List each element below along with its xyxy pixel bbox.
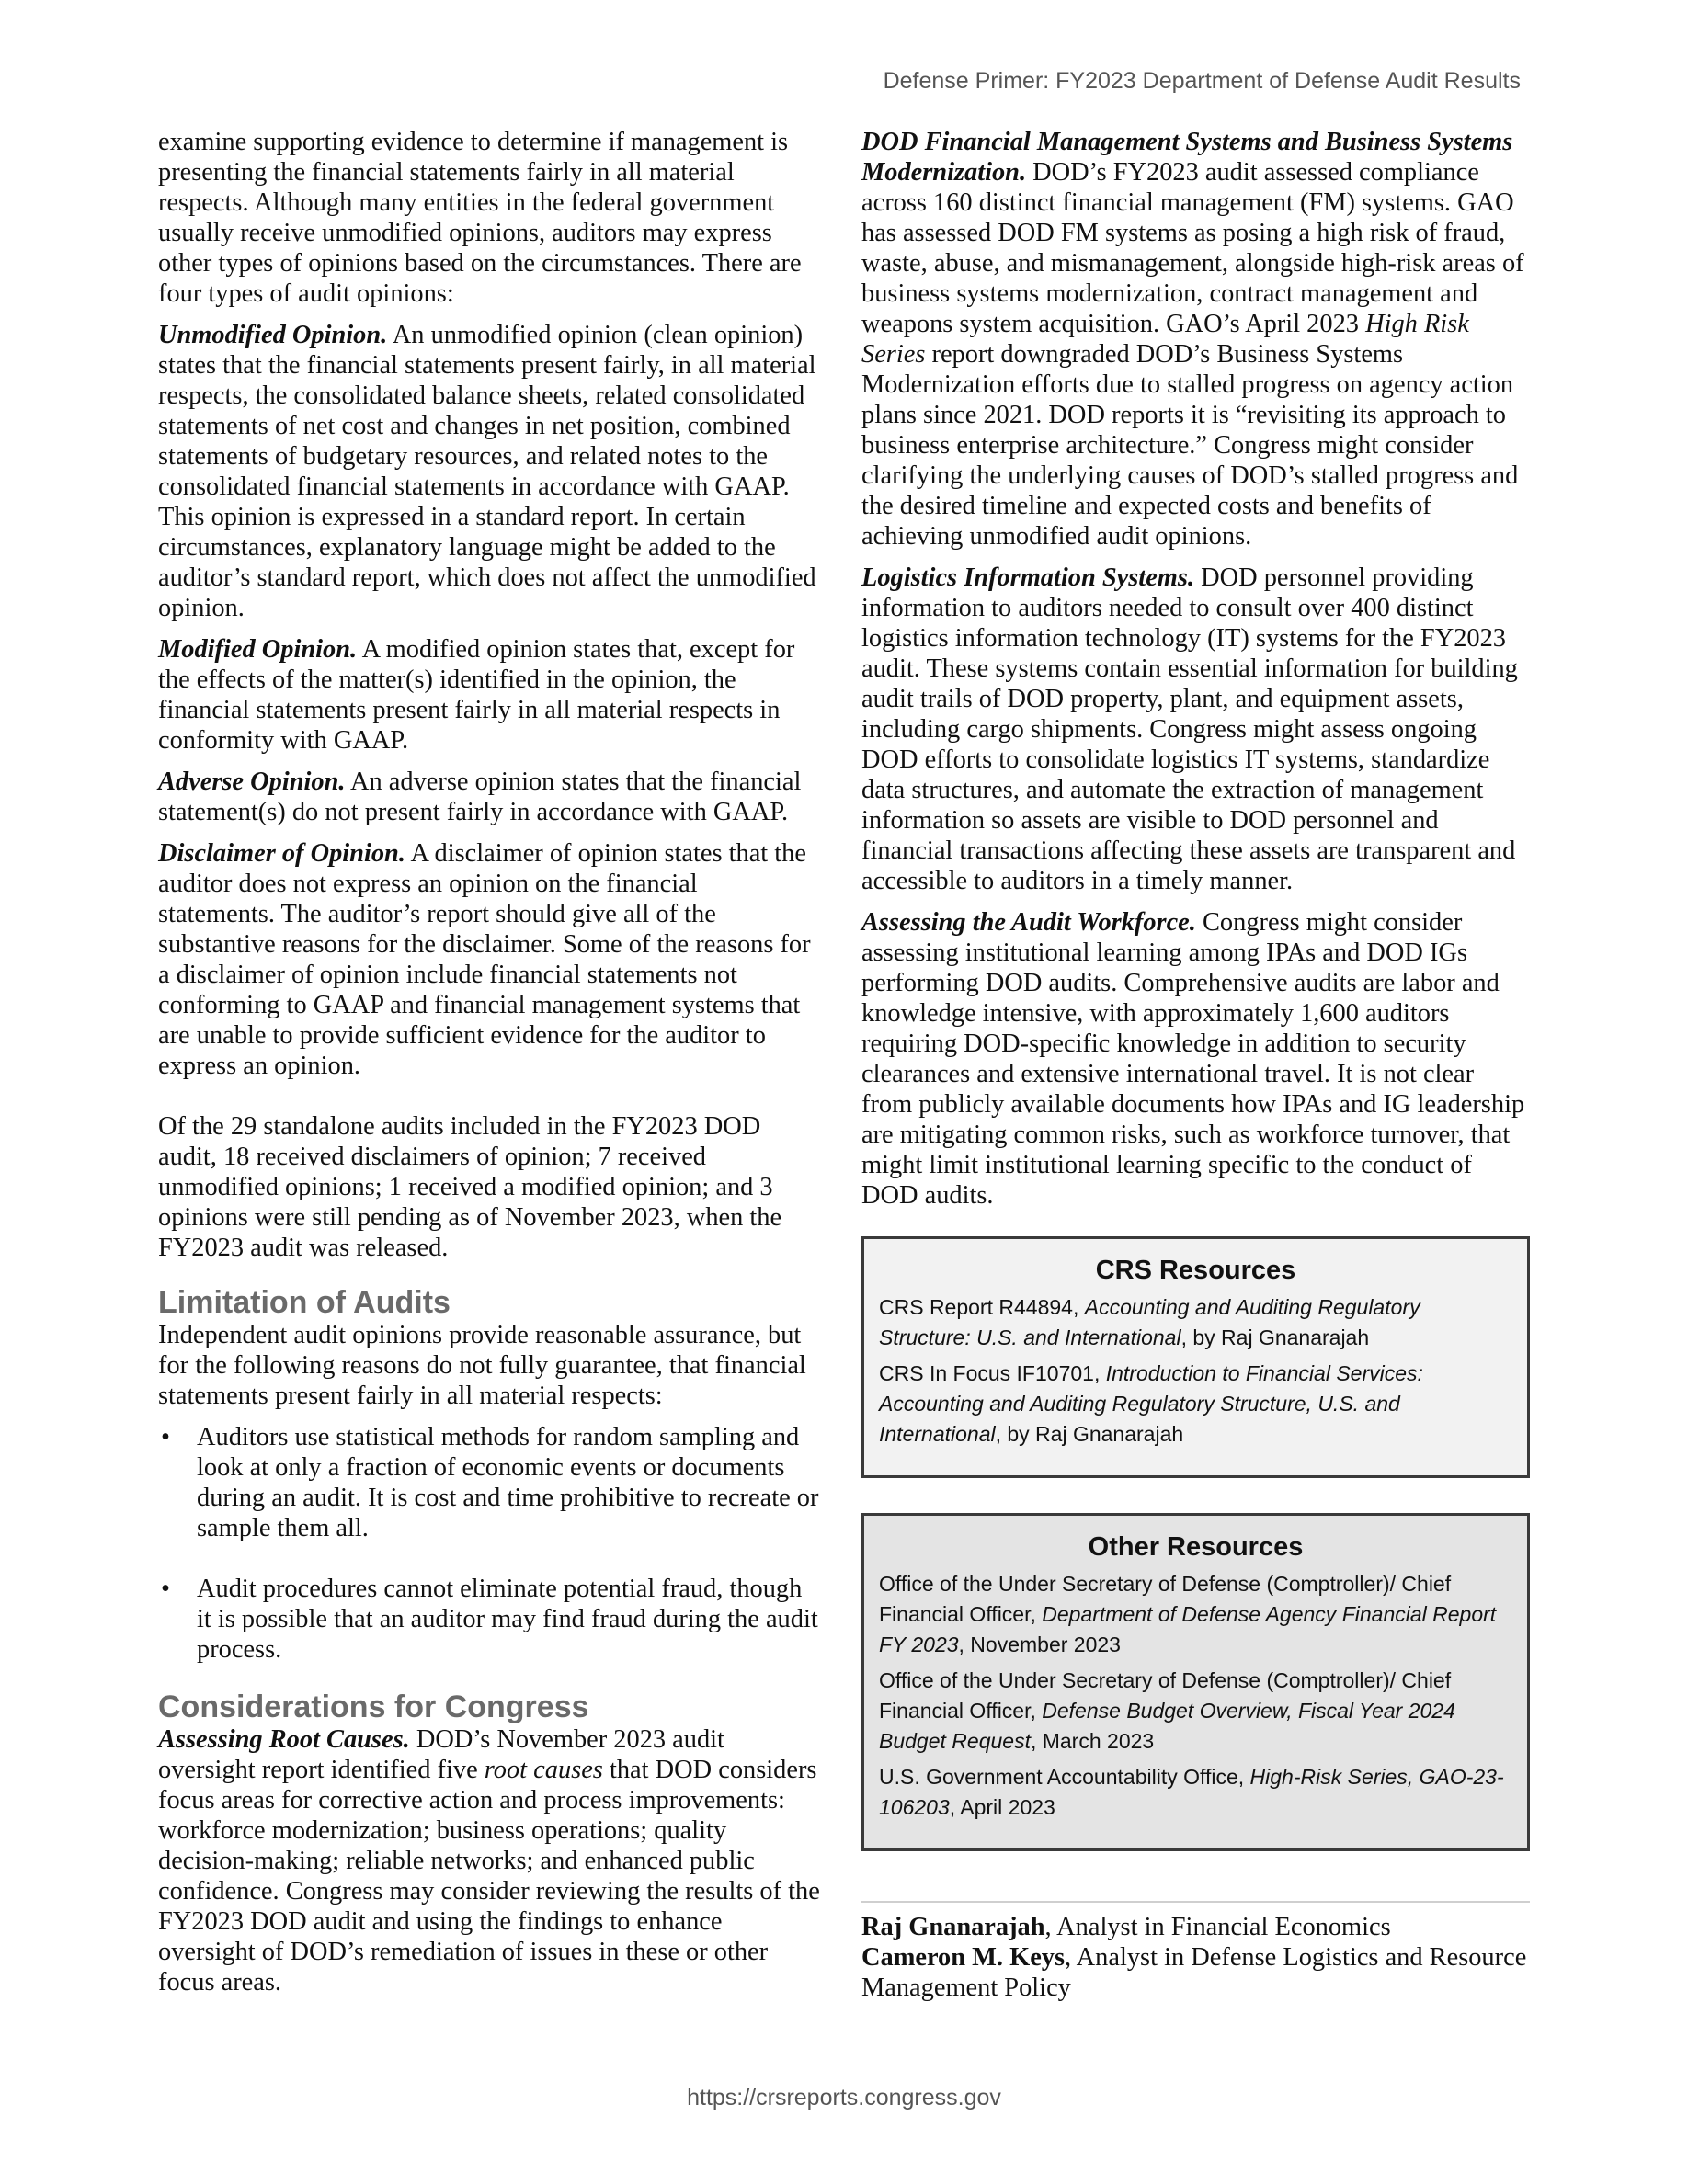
workforce-text: Congress might consider assessing institutional learning among IPAs and DOD IGs performing DOD audits. Comprehensive audits are labor and knowledge intensive, with approximately 1,600 auditors requiring DOD-specific knowledge in addition to security clearances and extensive international travel. It is not clear from publicly available documents how IPAs and IG leadership are mitigating common risks, such as workforce turnover, that might limit institutional learning specific to the conduct of DOD audits. bbox=[861, 908, 1525, 1210]
root-causes-paragraph bbox=[158, 1724, 820, 1997]
fm-systems-text: DOD’s FY2023 audit assessed compliance across 160 distinct financial management (FM) systems. GAO has assessed DOD FM systems as posing a high risk of fraud, waste, abuse, and mismanagement, alongside high-risk areas of business systems modernization, contract management and weapons system acquisition. GAO’s April 2023 bbox=[861, 158, 1524, 338]
resource-title: Introduction to Financial Services: Accounting and Auditing Regulatory Structure, U.S. and International bbox=[879, 1361, 1423, 1446]
author-line bbox=[861, 1912, 1530, 1942]
list-item bbox=[158, 1574, 820, 1665]
considerations-heading: Considerations for Congress bbox=[158, 1689, 589, 1724]
right-column bbox=[861, 127, 1530, 2003]
author-role: , Analyst in Financial Economics bbox=[1044, 1913, 1391, 1941]
crs-resources-heading: CRS Resources bbox=[1095, 1256, 1296, 1285]
limitation-heading: Limitation of Audits bbox=[158, 1285, 451, 1320]
logistics-paragraph bbox=[861, 563, 1530, 896]
opinion-text: A modified opinion states that, except for the effects of the matter(s) identified in the opinion, the financial statements present fairly in all material respects in conformity with GAAP. bbox=[158, 635, 795, 755]
intro-paragraph: examine supporting evidence to determine if management is presenting the financial statements fairly in all material respects. Although many entities in the federal government usually receive unmodified opinions, auditors may express other types of opinions based on the circumstances. There are four types of audit opinions: bbox=[158, 128, 802, 308]
report-title-emphasis: High Risk Series bbox=[861, 310, 1469, 369]
resource-suffix: , November 2023 bbox=[958, 1632, 1121, 1656]
other-resources-box bbox=[861, 1513, 1530, 1851]
left-column bbox=[158, 127, 820, 2008]
opinion-text: An unmodified opinion (clean opinion) states that the financial statements present fairly, in all material respects, the consolidated balance sheets, related consolidated statements of net cost and changes in net position, combined statements of budgetary resources, and related notes to the consolidated financial statements in accordance with GAAP. This opinion is expressed in a standard report. In certain circumstances, explanatory language might be added to the auditor’s standard report, which does not affect the unmodified opinion. bbox=[158, 321, 816, 622]
resource-prefix: Office of the Under Secretary of Defense (Comptroller)/ Chief Financial Officer, bbox=[879, 1572, 1452, 1626]
running-title: Defense Primer: FY2023 Department of Defense Audit Results bbox=[883, 68, 1521, 94]
resource-item bbox=[879, 1762, 1512, 1823]
opinion-term: Unmodified Opinion. bbox=[158, 321, 388, 349]
limitation-intro: Independent audit opinions provide reasonable assurance, but for the following reasons do not fully guarantee, that financial statements present fairly in all material respects: bbox=[158, 1321, 806, 1410]
resource-suffix: , by Raj Gnanarajah bbox=[1180, 1325, 1370, 1349]
crs-resources-box bbox=[861, 1236, 1530, 1478]
resource-suffix: , April 2023 bbox=[949, 1795, 1055, 1819]
resource-prefix: CRS Report R44894, bbox=[879, 1295, 1085, 1319]
opinion-adverse bbox=[158, 767, 820, 827]
resource-item bbox=[879, 1569, 1512, 1660]
opinion-term: Disclaimer of Opinion. bbox=[158, 839, 405, 868]
opinion-unmodified bbox=[158, 320, 820, 623]
author-role: , Analyst in Defense Logistics and Resource Management Policy bbox=[861, 1943, 1527, 2002]
author-line bbox=[861, 1942, 1530, 2003]
limitation-list bbox=[158, 1422, 820, 1665]
logistics-term: Logistics Information Systems. bbox=[861, 563, 1195, 592]
fm-systems-paragraph bbox=[861, 127, 1530, 552]
root-causes-text: DOD’s November 2023 audit oversight report identified five bbox=[158, 1725, 724, 1784]
opinion-modified bbox=[158, 634, 820, 756]
opinion-term: Modified Opinion. bbox=[158, 635, 358, 664]
opinion-disclaimer bbox=[158, 838, 820, 1081]
footer-url: https://crsreports.congress.gov bbox=[687, 2085, 1001, 2110]
resource-suffix: , March 2023 bbox=[1030, 1729, 1155, 1753]
resource-title: Defense Budget Overview, Fiscal Year 2024 Budget Request bbox=[879, 1699, 1455, 1753]
opinion-text: A disclaimer of opinion states that the auditor does not express an opinion on the financial statements. The auditor’s report should give all of the substantive reasons for the disclaimer. Some of the reasons for a disclaimer of opinion include financial statements not conforming to GAAP and financial management systems that are unable to provide sufficient evidence for the auditor to express an opinion. bbox=[158, 839, 811, 1080]
audit-results-paragraph: Of the 29 standalone audits included in the FY2023 DOD audit, 18 received disclaimers of opinion; 7 received unmodified opinions; 1 received a modified opinion; and 3 opinions were still pending as of November 2023, when the FY2023 audit was released. bbox=[158, 1112, 782, 1262]
bullet-icon: • bbox=[161, 1575, 170, 1603]
fm-systems-term: DOD Financial Management Systems and Business Systems Modernization. bbox=[861, 128, 1513, 187]
other-resources-heading: Other Resources bbox=[1088, 1532, 1304, 1562]
logistics-text: DOD personnel providing information to auditors needed to consult over 400 distinct logistics information technology (IT) systems for the FY2023 audit. These systems contain essential information for building audit trails of DOD property, plant, and equipment assets, including cargo shipments. Congress might assess ongoing DOD efforts to consolidate logistics IT systems, standardize data structures, and automate the extraction of management information so assets are visible to DOD personnel and financial transactions affecting these assets are transparent and accessible to auditors in a timely manner. bbox=[861, 563, 1518, 895]
resource-prefix: U.S. Government Accountability Office, bbox=[879, 1765, 1250, 1789]
resource-item bbox=[879, 1666, 1512, 1757]
list-item bbox=[158, 1422, 820, 1543]
resource-suffix: , by Raj Gnanarajah bbox=[995, 1422, 1184, 1446]
workforce-term: Assessing the Audit Workforce. bbox=[861, 908, 1196, 937]
resource-item bbox=[879, 1359, 1512, 1450]
author-name: Cameron M. Keys bbox=[861, 1943, 1066, 1972]
fm-systems-text-cont: report downgraded DOD’s Business Systems Modernization efforts due to stalled progress on agency action plans since 2021. DOD reports it is “revisiting its approach to business enterprise architecture.” Congress might consider clarifying the underlying causes of DOD’s stalled progress and the desired timeline and expected costs and benefits of achieving unmodified audit opinions. bbox=[861, 340, 1519, 551]
opinion-term: Adverse Opinion. bbox=[158, 768, 346, 796]
resource-title: Department of Defense Agency Financial Report FY 2023 bbox=[879, 1602, 1497, 1656]
author-name: Raj Gnanarajah bbox=[861, 1913, 1045, 1941]
workforce-paragraph bbox=[861, 907, 1530, 1211]
bullet-icon: • bbox=[161, 1423, 170, 1451]
list-item-text: Audit procedures cannot eliminate potential fraud, though it is possible that an auditor may find fraud during the audit process. bbox=[197, 1575, 818, 1664]
resource-title: High-Risk Series, GAO-23-106203 bbox=[879, 1765, 1504, 1819]
resource-title: Accounting and Auditing Regulatory Structure: U.S. and International bbox=[879, 1295, 1420, 1349]
root-causes-emphasis: root causes bbox=[484, 1756, 603, 1784]
opinion-text: An adverse opinion states that the financial statement(s) do not present fairly in accordance with GAAP. bbox=[158, 768, 802, 826]
resource-prefix: Office of the Under Secretary of Defense (Comptroller)/ Chief Financial Officer, bbox=[879, 1668, 1452, 1723]
root-causes-term: Assessing Root Causes. bbox=[158, 1725, 410, 1754]
author-block bbox=[861, 1901, 1530, 2003]
resource-item bbox=[879, 1292, 1512, 1353]
resource-prefix: CRS In Focus IF10701, bbox=[879, 1361, 1106, 1385]
root-causes-text-cont: that DOD considers focus areas for corrective action and process improvements: workforce modernization; business operations; quality decision-making; reliable networks; and enhanced public confidence. Congress may consider reviewing the results of the FY2023 DOD audit and using the findings to enhance oversight of DOD’s remediation of issues in these or other focus areas. bbox=[158, 1756, 820, 1996]
list-item-text: Auditors use statistical methods for random sampling and look at only a fraction of economic events or documents during an audit. It is cost and time prohibitive to recreate or sample them all. bbox=[197, 1423, 819, 1542]
